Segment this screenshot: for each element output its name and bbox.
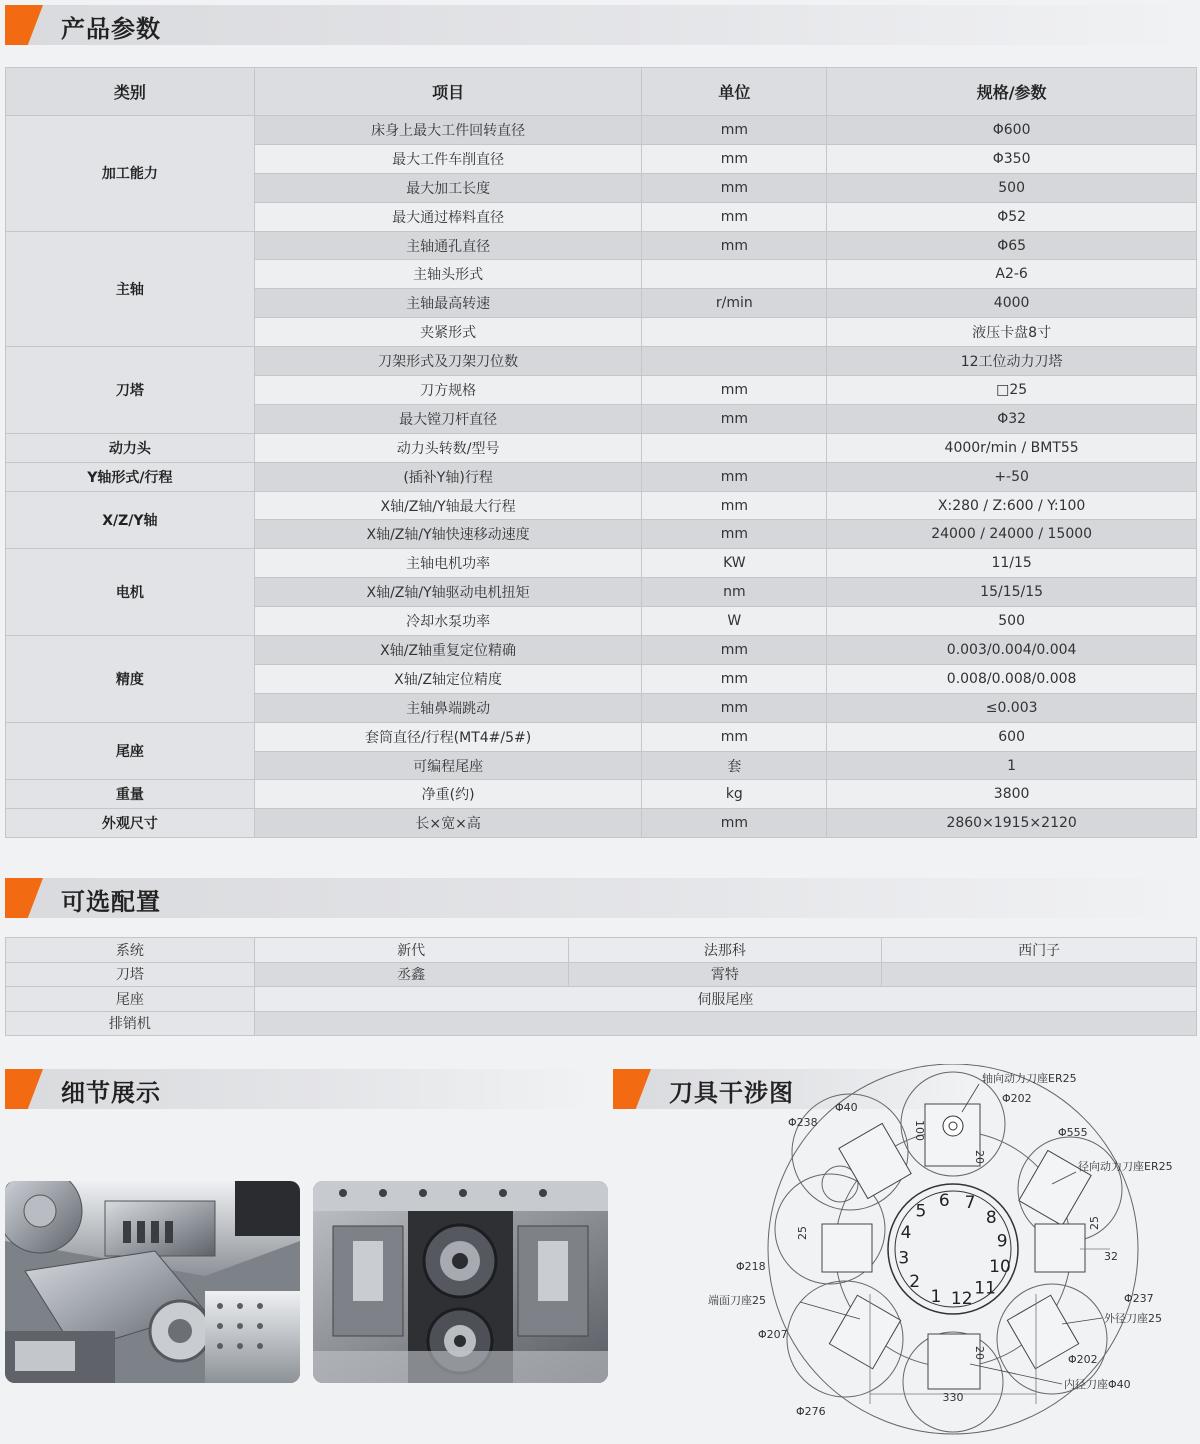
- spec-item: 长×宽×高: [254, 809, 642, 838]
- params-section-header: [5, 5, 1197, 45]
- leader-od: [1062, 1318, 1102, 1324]
- label-dim-20-top: 20: [973, 1150, 986, 1164]
- station-number: 9: [996, 1231, 1008, 1252]
- spec-value: 4000r/min / BMT55: [827, 433, 1197, 462]
- optional-row-chip-conveyor: [6, 1011, 1197, 1036]
- spec-item: X轴/Z轴/Y轴快速移动速度: [254, 520, 642, 549]
- station-number: 11: [974, 1278, 996, 1299]
- spec-row: [6, 549, 1197, 578]
- optional-section-header: [5, 878, 1197, 918]
- spec-item: 夹紧形式: [254, 318, 642, 347]
- spec-value: 12工位动力刀塔: [827, 347, 1197, 376]
- details-section-title: 细节展示: [61, 1079, 161, 1107]
- spec-value: Φ350: [827, 144, 1197, 173]
- label-face-holder: 端面刀座25: [708, 1294, 766, 1307]
- label-id-holder: 内径刀座Φ40: [1064, 1378, 1131, 1391]
- spec-value: 液压卡盘8寸: [827, 318, 1197, 347]
- optional-category: 刀塔: [6, 962, 255, 987]
- spec-unit: mm: [642, 636, 827, 665]
- spec-value: 3800: [827, 780, 1197, 809]
- spec-item: 净重(约): [254, 780, 642, 809]
- spec-value: 2860×1915×2120: [827, 809, 1197, 838]
- turret-photo-illustration: [5, 1181, 300, 1383]
- spec-unit: r/min: [642, 289, 827, 318]
- spec-value: 500: [827, 607, 1197, 636]
- spec-row: [6, 491, 1197, 520]
- spec-value: +-50: [827, 462, 1197, 491]
- spec-category: X/Z/Y轴: [6, 491, 255, 549]
- spec-item: 动力头转数/型号: [254, 433, 642, 462]
- header-unit: 单位: [642, 68, 827, 116]
- optional-row-system: [6, 938, 1197, 963]
- spec-unit: mm: [642, 116, 827, 145]
- spec-item: 最大镗刀杆直径: [254, 404, 642, 433]
- spec-unit: [642, 433, 827, 462]
- spec-unit: mm: [642, 202, 827, 231]
- label-od-holder: 外径刀座25: [1104, 1312, 1162, 1325]
- spec-unit: KW: [642, 549, 827, 578]
- station-number: 4: [900, 1222, 912, 1243]
- details-section-header: [5, 1069, 595, 1109]
- header-item: 项目: [254, 68, 642, 116]
- spec-unit: mm: [642, 404, 827, 433]
- spec-value: 600: [827, 722, 1197, 751]
- spec-category: 精度: [6, 636, 255, 723]
- spec-header-row: [6, 68, 1197, 116]
- spec-category: Y轴形式/行程: [6, 462, 255, 491]
- label-d238: Φ238: [788, 1116, 818, 1129]
- spec-item: 冷却水泵功率: [254, 607, 642, 636]
- label-dim-32: 32: [1104, 1250, 1118, 1263]
- spec-item: X轴/Z轴定位精度: [254, 664, 642, 693]
- spec-unit: mm: [642, 231, 827, 260]
- spec-item: 主轴头形式: [254, 260, 642, 289]
- spec-value: □25: [827, 376, 1197, 405]
- optional-cell: 伺服尾座: [254, 987, 1196, 1012]
- optional-cell: [254, 1011, 1196, 1036]
- header-category: 类别: [6, 68, 255, 116]
- label-dim-25-left: 25: [796, 1226, 809, 1240]
- spec-row: [6, 722, 1197, 751]
- tool-interference-diagram: [700, 1064, 1200, 1444]
- station-number: 7: [964, 1193, 976, 1213]
- spec-item: 可编程尾座: [254, 751, 642, 780]
- optional-cell: [882, 962, 1197, 987]
- optional-section-title: 可选配置: [61, 888, 161, 916]
- detail-photo-turret: [5, 1181, 300, 1383]
- spec-table: [5, 67, 1197, 838]
- header-value: 规格/参数: [827, 68, 1197, 116]
- spec-value: Φ600: [827, 116, 1197, 145]
- spec-unit: nm: [642, 578, 827, 607]
- spec-value: X:280 / Z:600 / Y:100: [827, 491, 1197, 520]
- section-accent: [5, 5, 43, 45]
- optional-table: [5, 937, 1197, 1036]
- spec-value: A2-6: [827, 260, 1197, 289]
- spec-value: 1: [827, 751, 1197, 780]
- spec-unit: mm: [642, 722, 827, 751]
- station-number: 8: [985, 1207, 997, 1228]
- spec-item: 套筒直径/行程(MT4#/5#): [254, 722, 642, 751]
- spec-unit: mm: [642, 809, 827, 838]
- upper-left-holder-block: [839, 1123, 911, 1198]
- spec-category: 主轴: [6, 231, 255, 347]
- label-d202-bottom: Φ202: [1068, 1353, 1098, 1366]
- spec-category: 加工能力: [6, 116, 255, 232]
- face-holder-block: [829, 1295, 900, 1368]
- spec-unit: [642, 347, 827, 376]
- station-number: 2: [909, 1272, 921, 1293]
- optional-cell: 新代: [254, 938, 568, 963]
- label-d207: Φ207: [758, 1328, 788, 1341]
- params-section-title: 产品参数: [61, 15, 161, 43]
- spec-value: 0.003/0.004/0.004: [827, 636, 1197, 665]
- label-axial-holder: 轴向动力刀座ER25: [982, 1072, 1077, 1085]
- spec-body: [6, 116, 1197, 838]
- station-number: 3: [898, 1248, 910, 1269]
- spec-item: 刀方规格: [254, 376, 642, 405]
- optional-cell: 丞鑫: [254, 962, 568, 987]
- optional-row-turret: [6, 962, 1197, 987]
- optional-category: 系统: [6, 938, 255, 963]
- optional-category: 排销机: [6, 1011, 255, 1036]
- spec-unit: W: [642, 607, 827, 636]
- station-number: 1: [930, 1287, 942, 1307]
- spec-value: 500: [827, 173, 1197, 202]
- spec-row: [6, 231, 1197, 260]
- spec-item: 最大通过棒料直径: [254, 202, 642, 231]
- optional-cell: 西门子: [882, 938, 1197, 963]
- spec-item: 最大工件车削直径: [254, 144, 642, 173]
- radial-holder-block-2: [1035, 1224, 1085, 1272]
- optional-cell: 霄特: [568, 962, 882, 987]
- spec-unit: mm: [642, 376, 827, 405]
- spec-value: 24000 / 24000 / 15000: [827, 520, 1197, 549]
- spec-item: (插补Y轴)行程: [254, 462, 642, 491]
- section-accent: [5, 878, 43, 918]
- optional-row-tailstock: [6, 987, 1197, 1012]
- spec-unit: kg: [642, 780, 827, 809]
- label-d218: Φ218: [736, 1260, 766, 1273]
- left-holder-block: [822, 1224, 872, 1272]
- spec-unit: 套: [642, 751, 827, 780]
- spec-value: 15/15/15: [827, 578, 1197, 607]
- spec-category: 尾座: [6, 722, 255, 780]
- station-number: 5: [915, 1201, 927, 1222]
- label-radial-holder: 径向动力刀座ER25: [1078, 1160, 1173, 1173]
- interference-section-title: 刀具干涉图: [669, 1079, 794, 1107]
- spec-category: 动力头: [6, 433, 255, 462]
- spec-item: 主轴鼻端跳动: [254, 693, 642, 722]
- label-dim-330: 330: [942, 1391, 964, 1404]
- spec-item: X轴/Z轴/Y轴最大行程: [254, 491, 642, 520]
- section-accent: [5, 1069, 43, 1109]
- spec-row: [6, 347, 1197, 376]
- spec-value: 0.008/0.008/0.008: [827, 664, 1197, 693]
- section-accent: [613, 1069, 651, 1109]
- spec-unit: mm: [642, 693, 827, 722]
- spec-row: [6, 433, 1197, 462]
- spindle-photo-illustration: [313, 1181, 608, 1383]
- spec-value: 11/15: [827, 549, 1197, 578]
- spec-item: 主轴最高转速: [254, 289, 642, 318]
- spec-item: 主轴电机功率: [254, 549, 642, 578]
- spec-unit: mm: [642, 491, 827, 520]
- spec-item: X轴/Z轴/Y轴驱动电机扭矩: [254, 578, 642, 607]
- spec-value: Φ52: [827, 202, 1197, 231]
- station-number: 12: [950, 1289, 973, 1310]
- detail-photo-spindle: [313, 1181, 608, 1383]
- spec-row: [6, 116, 1197, 145]
- spec-item: X轴/Z轴重复定位精确: [254, 636, 642, 665]
- spec-value: Φ65: [827, 231, 1197, 260]
- spec-category: 重量: [6, 780, 255, 809]
- spec-unit: mm: [642, 144, 827, 173]
- label-d237: Φ237: [1124, 1292, 1154, 1305]
- optional-category: 尾座: [6, 987, 255, 1012]
- spec-category: 刀塔: [6, 347, 255, 434]
- spec-unit: mm: [642, 520, 827, 549]
- spec-item: 床身上最大工件回转直径: [254, 116, 642, 145]
- station-number: 6: [938, 1190, 950, 1211]
- spec-unit: mm: [642, 664, 827, 693]
- spec-unit: mm: [642, 173, 827, 202]
- spec-row: [6, 809, 1197, 838]
- spec-unit: [642, 260, 827, 289]
- axial-spindle-core: [949, 1122, 957, 1130]
- spec-item: 最大加工长度: [254, 173, 642, 202]
- spec-category: 电机: [6, 549, 255, 636]
- spec-unit: [642, 318, 827, 347]
- label-d276: Φ276: [796, 1405, 826, 1418]
- label-dim-25-right: 25: [1088, 1216, 1101, 1230]
- spec-row: [6, 636, 1197, 665]
- label-dim-100: 100: [913, 1120, 926, 1141]
- id-holder-block: [928, 1334, 980, 1389]
- spec-row: [6, 780, 1197, 809]
- spec-item: 主轴通孔直径: [254, 231, 642, 260]
- spec-item: 刀架形式及刀架刀位数: [254, 347, 642, 376]
- label-dim-20-bottom: 20: [973, 1346, 986, 1360]
- label-d202-top: Φ202: [1002, 1092, 1032, 1105]
- spec-unit: mm: [642, 462, 827, 491]
- optional-cell: 法那科: [568, 938, 882, 963]
- label-d555: Φ555: [1058, 1126, 1088, 1139]
- spec-value: Φ32: [827, 404, 1197, 433]
- label-d40: Φ40: [835, 1101, 858, 1114]
- spec-row: [6, 462, 1197, 491]
- turret-station-numbers: [898, 1191, 1010, 1309]
- spec-value: ≤0.003: [827, 693, 1197, 722]
- spec-category: 外观尺寸: [6, 809, 255, 838]
- spec-value: 4000: [827, 289, 1197, 318]
- station-number: 10: [989, 1257, 1011, 1278]
